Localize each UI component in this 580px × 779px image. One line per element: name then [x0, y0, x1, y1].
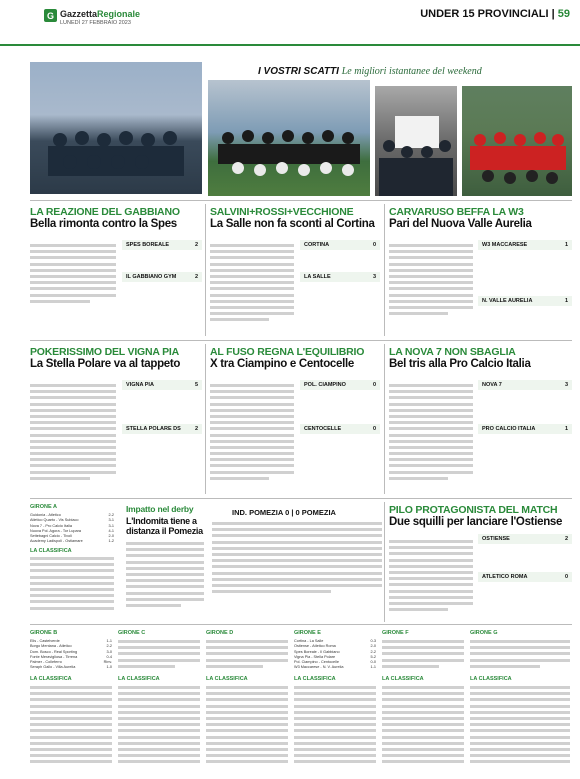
divider	[30, 200, 572, 201]
match-teams: W3 Maccarese - N. V. Aurelia	[294, 665, 344, 670]
score-team-a	[478, 380, 572, 390]
match-teams: Nuova Pol. Agora - Tor Lupara	[30, 528, 82, 533]
article-body	[30, 384, 116, 492]
standings-c-table	[118, 686, 200, 774]
score-team-a	[122, 240, 202, 250]
match-score: 3-1	[108, 523, 114, 528]
team-photo-1	[30, 62, 202, 194]
team-name: STELLA POLARE DS	[126, 426, 181, 432]
team-name: ATLETICO ROMA	[482, 574, 528, 580]
team-photo-4	[462, 86, 572, 196]
group-g-results	[470, 640, 570, 672]
brand	[60, 9, 140, 26]
group-e-results	[294, 639, 376, 671]
team-name: VIGNA PIA	[126, 382, 154, 388]
mid-summary	[212, 522, 382, 618]
team-name: LA SALLE	[304, 274, 331, 280]
score-team-a	[122, 380, 202, 390]
team-score: 0	[295, 508, 300, 517]
match-teams: Palmer - Colleferro	[30, 660, 62, 665]
mid-scoreline: IND. POMEZIA 0 | 0 POMEZIA	[232, 508, 336, 517]
article-headline: Bel tris alla Pro Calcio Italia	[389, 358, 531, 370]
score-team-b	[300, 272, 380, 282]
mid-headline: L'Indomita tiene a distanza il Pomezia	[126, 516, 203, 536]
group-c-title: GIRONE C	[118, 630, 146, 636]
column-divider	[384, 204, 385, 336]
match-score: 0-3	[370, 639, 376, 643]
team-score: 1	[564, 426, 568, 432]
scatti-title: I VOSTRI SCATTI	[258, 66, 339, 77]
group-g-title: GIRONE G	[470, 630, 498, 636]
team-name: CORTINA	[304, 242, 330, 248]
match-score: 2-0	[370, 644, 376, 649]
brand-prefix: Gazzetta	[60, 9, 98, 19]
standings-e-table	[294, 686, 376, 774]
match-teams: Vigna Pia - Stella Polare	[294, 654, 336, 659]
score-team-b	[478, 424, 572, 434]
match-teams: Elis - Castelverde	[30, 639, 60, 643]
match-teams: Guidonia - Atletico	[30, 513, 61, 517]
team-score: 3	[372, 274, 376, 280]
team-name: PRO CALCIO ITALIA	[482, 426, 536, 432]
group-f-results	[382, 640, 464, 672]
match-teams: Fonte Meravigliosa - Tirrena	[30, 654, 78, 659]
team-score: 0	[285, 508, 290, 517]
divider	[30, 624, 572, 625]
pilo-kicker: PILO PROTAGONISTA DEL MATCH	[389, 504, 558, 516]
score-team-b	[478, 572, 572, 582]
column-divider	[205, 204, 206, 336]
section-label: UNDER 15 PROVINCIALI	[420, 8, 549, 20]
match-teams: Atletico Quarto - Vis Subiaco	[30, 518, 79, 523]
group-c-results	[118, 640, 200, 672]
page-header	[0, 0, 580, 46]
group-f-title: GIRONE F	[382, 630, 409, 636]
score-team-a	[478, 534, 572, 544]
standings-g-title: LA CLASSIFICA	[470, 676, 512, 682]
scatti-heading	[258, 66, 482, 77]
team-name: POL. CIAMPINO	[304, 382, 346, 388]
match-score: 2-2	[370, 649, 376, 654]
team-name: POMEZIA	[301, 508, 336, 517]
article-body	[389, 384, 473, 492]
score-team-a	[478, 240, 572, 250]
group-a-results	[30, 513, 114, 545]
team-score: 0	[372, 242, 376, 248]
team-photo-2	[208, 80, 370, 196]
match-score: 5-2	[370, 654, 376, 659]
team-photo-3	[375, 86, 457, 196]
article-body	[30, 244, 116, 312]
column-divider	[384, 502, 385, 622]
article-body	[210, 244, 294, 332]
team-score: 1	[564, 298, 568, 304]
article-headline: La Stella Polare va al tappeto	[30, 358, 181, 370]
issue-date: LUNEDÌ 27 FEBBRAIO 2023	[60, 20, 131, 26]
article-kicker: SALVINI+ROSSI+VECCHIONE	[210, 206, 354, 218]
team-score: 0	[372, 382, 376, 388]
match-teams: Nova 7 - Pro Calcio Italia	[30, 523, 72, 528]
article-headline: Bella rimonta contro la Spes	[30, 218, 177, 230]
group-b-results	[30, 639, 112, 671]
score-team-b	[478, 296, 572, 306]
standings-c-title: LA CLASSIFICA	[118, 676, 160, 682]
group-e-title: GIRONE E	[294, 630, 321, 636]
team-name: IL GABBIANO GYM	[126, 274, 177, 280]
match-score: 1-0	[106, 665, 112, 670]
team-name: OSTIENSE	[482, 536, 510, 542]
result-row	[30, 665, 112, 670]
score-team-b	[122, 424, 202, 434]
match-teams: Settebagni Calcio - Tivoli	[30, 534, 72, 539]
result-row	[30, 539, 114, 544]
score-team-a	[300, 380, 380, 390]
newspaper-logo-icon	[44, 9, 57, 22]
team-score: 2	[194, 274, 198, 280]
mid-body	[126, 542, 204, 618]
section-title: UNDER 15 PROVINCIALI | 59	[420, 8, 570, 20]
team-score: 3	[564, 382, 568, 388]
team-score: 1	[564, 242, 568, 248]
article-body	[210, 384, 294, 492]
match-score: 1-1	[370, 665, 376, 670]
match-score: 2-2	[108, 513, 114, 517]
team-name: NOVA 7	[482, 382, 502, 388]
scatti-subtitle: Le migliori istantanee del weekend	[341, 66, 482, 77]
match-score: 3-1	[108, 518, 114, 523]
brand-suffix: Regionale	[97, 9, 141, 19]
match-teams: Cortina - La Salle	[294, 639, 324, 643]
group-a-standings	[30, 557, 114, 619]
standings-b-table	[30, 686, 112, 774]
article-body	[389, 244, 473, 332]
team-name: IND. POMEZIA	[232, 508, 283, 517]
article-kicker: AL FUSO REGNA L'EQUILIBRIO	[210, 346, 365, 358]
team-score: 2	[194, 426, 198, 432]
article-kicker: CARVARUSO BEFFA LA W3	[389, 206, 524, 218]
group-a-standings-title: LA CLASSIFICA	[30, 548, 72, 554]
team-name: SPES BOREALE	[126, 242, 170, 248]
match-score: 1-1	[106, 639, 112, 643]
column-divider	[384, 344, 385, 494]
divider	[30, 340, 572, 341]
group-d-title: GIRONE D	[206, 630, 234, 636]
team-name: N. VALLE AURELIA	[482, 298, 533, 304]
match-teams: Academy Ladispoli - Ostiamare	[30, 539, 83, 544]
article-kicker: POKERISSIMO DEL VIGNA PIA	[30, 346, 180, 358]
match-teams: Borgo Mentana - Atletico	[30, 644, 72, 649]
team-name: W3 MACCARESE	[482, 242, 528, 248]
group-a-title: GIRONE A	[30, 504, 57, 510]
team-score: 2	[194, 242, 198, 248]
match-score: 3-0	[106, 649, 112, 654]
team-score: 0	[564, 574, 568, 580]
article-kicker: LA NOVA 7 NON SBAGLIA	[389, 346, 516, 358]
standings-f-title: LA CLASSIFICA	[382, 676, 424, 682]
page-number: 59	[557, 8, 570, 20]
standings-g-table	[470, 686, 570, 774]
svg-text:G: G	[47, 11, 55, 21]
score-team-b	[122, 272, 202, 282]
score-team-b	[300, 424, 380, 434]
match-teams: Spes Boreale - Il Gabbiano	[294, 649, 340, 654]
group-d-results	[206, 640, 288, 672]
column-divider	[205, 344, 206, 494]
article-kicker: LA REAZIONE DEL GABBIANO	[30, 206, 180, 218]
article-headline: La Salle non fa sconti al Cortina	[210, 218, 375, 230]
match-score: 1-2	[108, 539, 114, 544]
standings-e-title: LA CLASSIFICA	[294, 676, 336, 682]
article-headline: X tra Ciampino e Centocelle	[210, 358, 354, 370]
match-teams: Pol. Ciampino - Centocelle	[294, 660, 339, 665]
pilo-headline: Due squilli per lanciare l'Ostiense	[389, 516, 563, 528]
match-teams: Ostiense - Atletico Roma	[294, 644, 336, 649]
divider	[30, 498, 572, 499]
mid-kicker: Impatto nel derby	[126, 504, 194, 514]
score-team-a	[300, 240, 380, 250]
standings-f-table	[382, 686, 464, 774]
match-score: 0-4	[106, 654, 112, 659]
match-score: 0-0	[370, 660, 376, 665]
article-headline: Pari del Nuova Valle Aurelia	[389, 218, 532, 230]
team-score: 5	[194, 382, 198, 388]
result-row	[294, 665, 376, 670]
match-score: 4-1	[108, 528, 114, 533]
match-score: 2-0	[108, 534, 114, 539]
team-score: 0	[372, 426, 376, 432]
match-teams: Dom. Bosco - Real Sporting	[30, 649, 78, 654]
team-score: 2	[564, 536, 568, 542]
match-score: Rinv.	[103, 660, 112, 665]
match-teams: Seraph Gallo - Villa Aurelia	[30, 665, 76, 670]
standings-b-title: LA CLASSIFICA	[30, 676, 72, 682]
standings-d-table	[206, 686, 288, 774]
standings-d-title: LA CLASSIFICA	[206, 676, 248, 682]
match-score: 2-2	[106, 644, 112, 649]
team-name: CENTOCELLE	[304, 426, 342, 432]
group-b-title: GIRONE B	[30, 630, 58, 636]
pilo-body	[389, 540, 473, 620]
